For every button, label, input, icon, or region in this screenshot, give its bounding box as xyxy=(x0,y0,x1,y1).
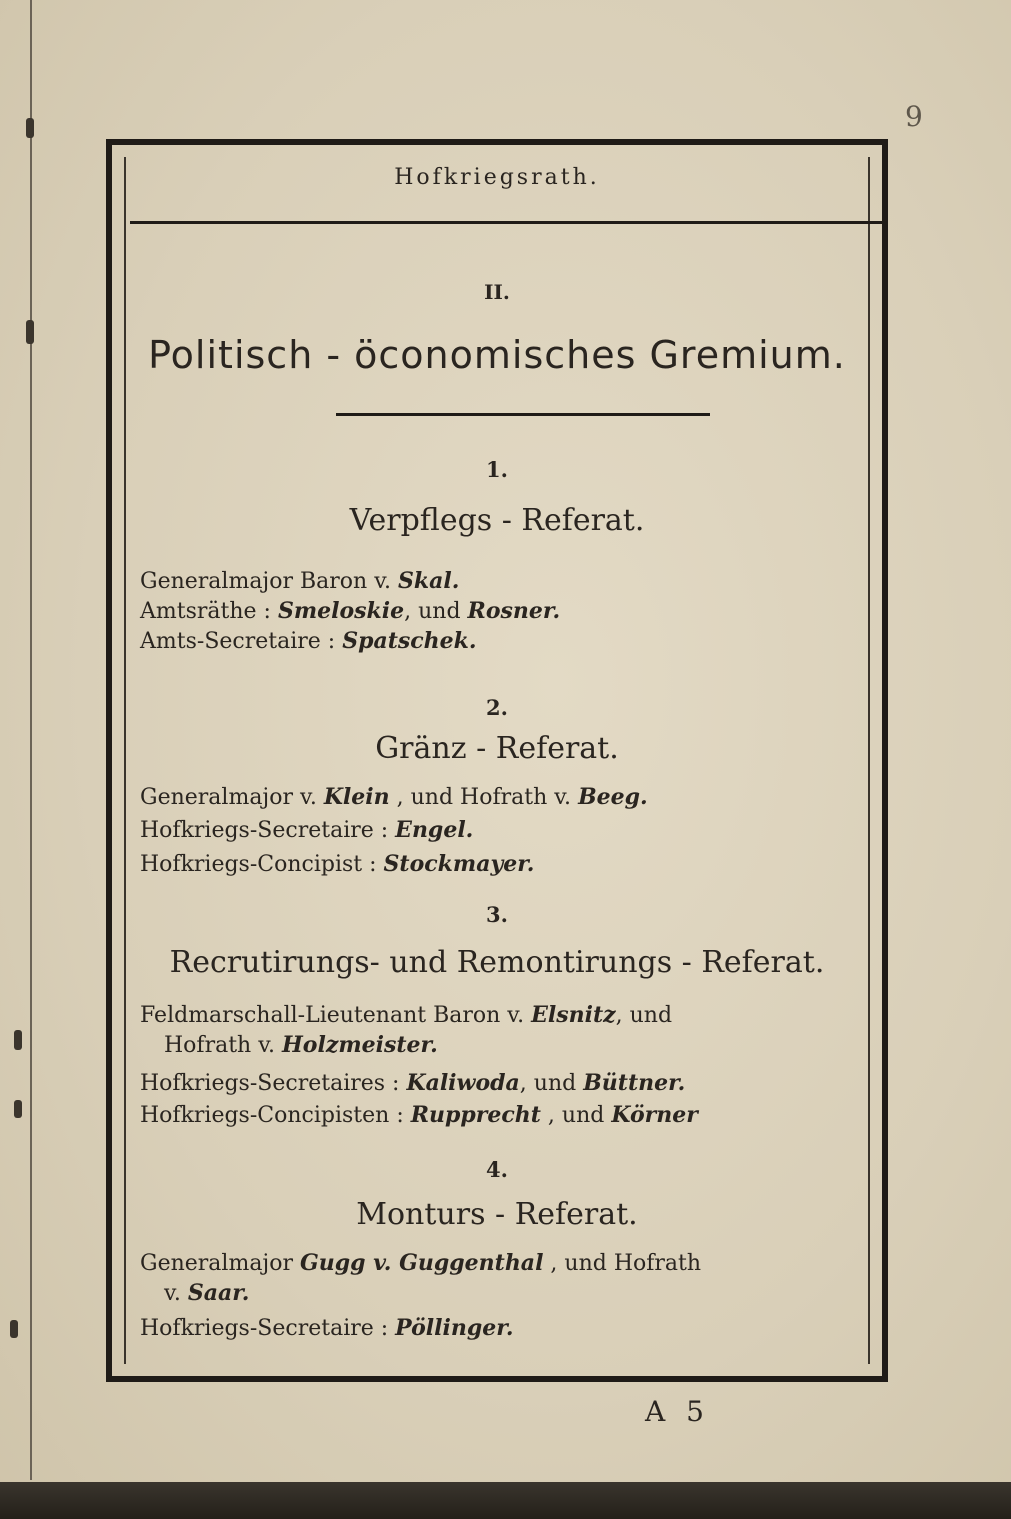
referat-entry: Generalmajor Baron v. Skal. xyxy=(140,568,460,594)
header-rule xyxy=(130,221,886,224)
book-gutter xyxy=(0,1482,1011,1519)
referat-number: 1. xyxy=(486,457,508,482)
referat-title: Recrutirungs- und Remontirungs - Referat. xyxy=(169,945,825,980)
referat-entry: Hofkriegs-Concipist : Stockmayer. xyxy=(140,851,535,877)
signature-mark: A 5 xyxy=(645,1395,710,1428)
referat-entry: Amtsräthe : Smeloskie, und Rosner. xyxy=(140,598,561,624)
margin-mark xyxy=(10,1320,18,1338)
referat-entry: Feldmarschall-Lieutenant Baron v. Elsnitz, und xyxy=(140,1002,673,1028)
margin-mark xyxy=(14,1030,22,1050)
text-frame xyxy=(106,139,888,1382)
referat-number: 3. xyxy=(486,902,508,927)
referat-entry: Hofkriegs-Secretaire : Pöllinger. xyxy=(140,1315,514,1341)
referat-title: Verpflegs - Referat. xyxy=(349,503,645,538)
section-title: Politisch - öconomisches Gremium. xyxy=(148,333,846,377)
referat-entry: Amts-Secretaire : Spatschek. xyxy=(140,628,477,654)
referat-entry: Generalmajor Gugg v. Guggenthal , und Hofrath xyxy=(140,1250,702,1276)
margin-mark xyxy=(14,1100,22,1118)
section-number: II. xyxy=(484,280,510,304)
referat-entry: v. Saar. xyxy=(164,1280,250,1306)
section-rule xyxy=(336,413,710,416)
running-header: Hofkriegsrath. xyxy=(394,165,600,190)
referat-entry: Hofkriegs-Secretaires : Kaliwoda, und Büttner. xyxy=(140,1070,686,1096)
referat-entry: Hofkriegs-Concipisten : Rupprecht , und Körner xyxy=(140,1102,698,1128)
referat-entry: Hofrath v. Holzmeister. xyxy=(164,1032,438,1058)
referat-entry: Generalmajor v. Klein , und Hofrath v. Beeg. xyxy=(140,784,648,810)
referat-number: 4. xyxy=(486,1157,508,1182)
page-number: 9 xyxy=(905,100,923,133)
referat-number: 2. xyxy=(486,695,508,720)
referat-entry: Hofkriegs-Secretaire : Engel. xyxy=(140,817,474,843)
referat-title: Monturs - Referat. xyxy=(356,1197,638,1232)
referat-title: Gränz - Referat. xyxy=(375,731,619,766)
margin-mark xyxy=(26,118,34,138)
margin-mark xyxy=(26,320,34,344)
page-edge xyxy=(30,0,32,1480)
